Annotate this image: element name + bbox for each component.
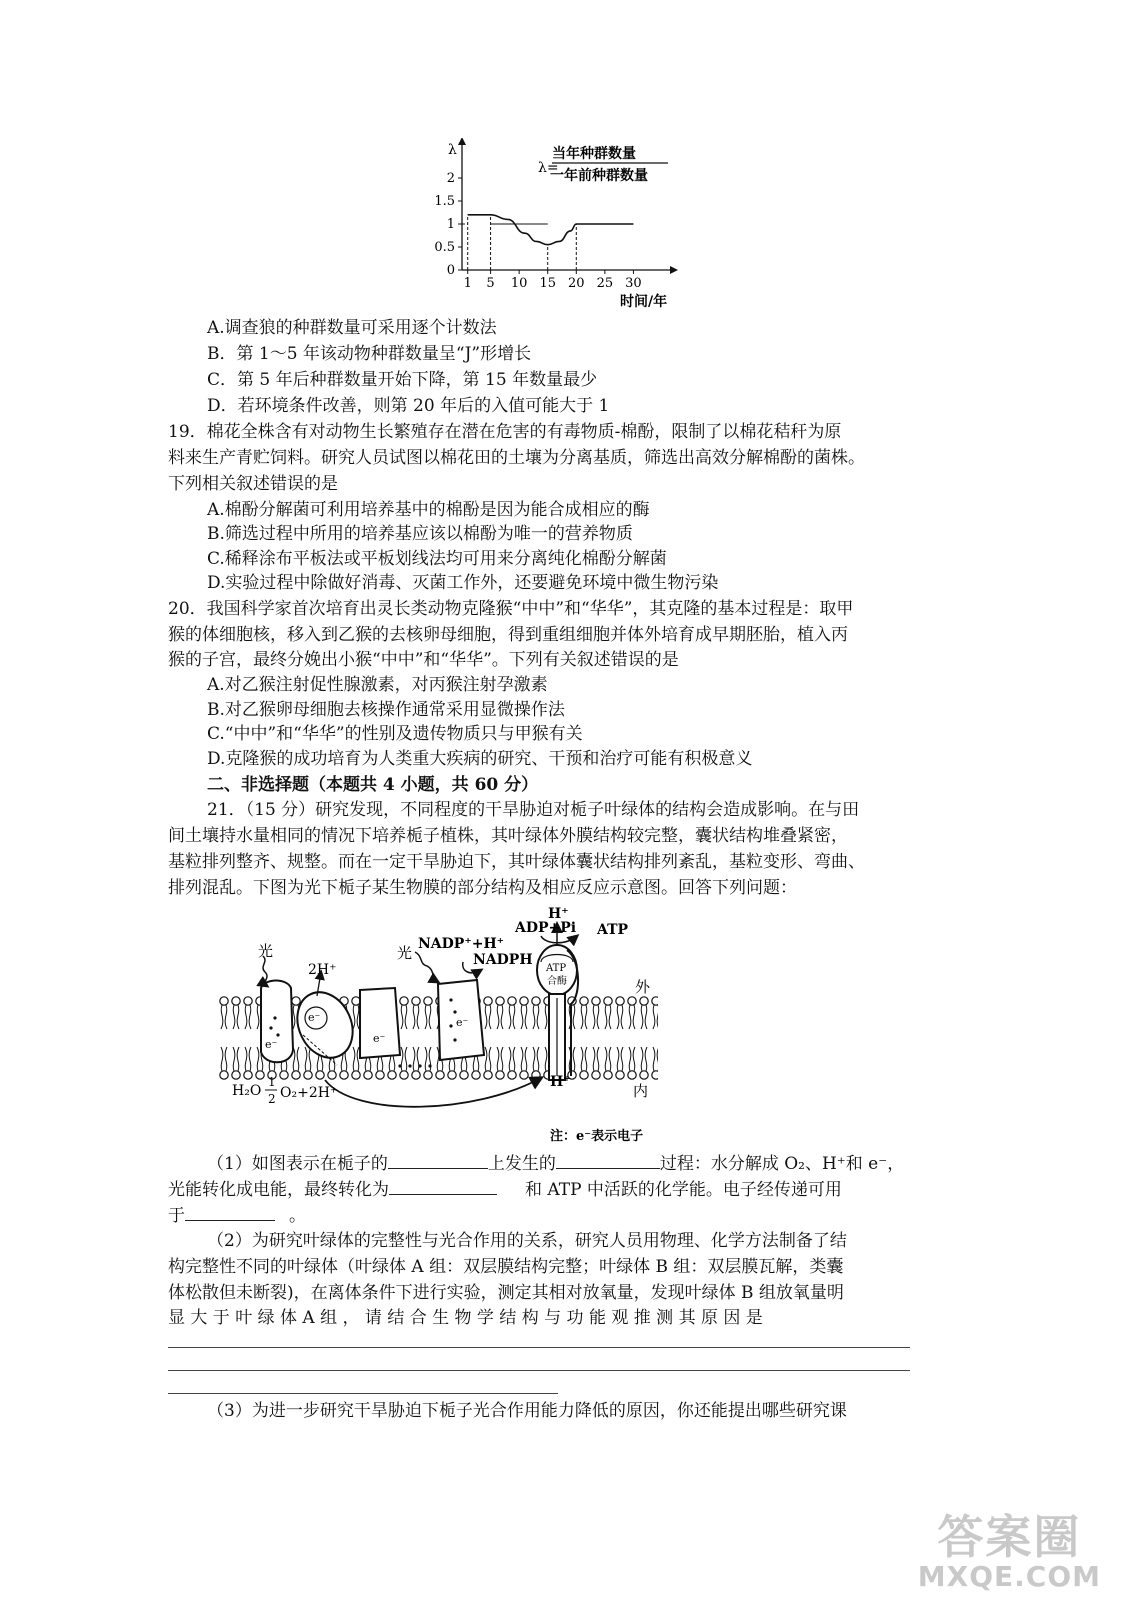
answer-blank[interactable] xyxy=(185,1202,275,1221)
electron-label: e⁻ xyxy=(373,1032,386,1045)
q21-part1-line xyxy=(168,1176,842,1203)
q19-option-a: A.棉酚分解菌可利用培养基中的棉酚是因为能合成相应的酶 xyxy=(207,500,650,520)
light-arrow xyxy=(415,952,438,982)
watermark-title: 答案圈 xyxy=(937,1510,1082,1564)
q19-option-d: D.实验过程中除做好消毒、灭菌工作外，还要避免环境中微生物污染 xyxy=(207,573,719,593)
diagram-note: 注：e⁻表示电子 xyxy=(550,1129,644,1144)
q21-part2-line: 显 大 于 叶 绿 体 A 组 ， 请 结 合 生 物 学 结 构 与 功 能 观 推 测 其 原 因 是 xyxy=(168,1308,763,1328)
q19-option-b: B.筛选过程中所用的培养基应该以棉酚为唯一的营养物质 xyxy=(207,524,633,544)
fraction-den: 2 xyxy=(268,1092,276,1106)
nadp-label: NADP⁺+H⁺ xyxy=(418,936,505,952)
x-tick-label: 20 xyxy=(568,276,585,291)
x-tick-label: 25 xyxy=(596,276,614,291)
adp-label: ADP+Pi xyxy=(515,920,577,936)
q21-p1-text: （1）如图表示在栀子的 xyxy=(207,1154,388,1174)
proton-label: H⁺ xyxy=(550,1074,571,1090)
answer-blank[interactable] xyxy=(556,1150,660,1169)
q21-p1-text: 光能转化成电能，最终转化为 xyxy=(168,1180,389,1200)
y-tick-label: 0.5 xyxy=(434,240,455,255)
y-tick-label: 1.5 xyxy=(434,194,455,209)
q20-option-a: A.对乙猴注射促性腺激素，对丙猴注射孕激素 xyxy=(207,675,548,695)
q21-stem-line: 21．（15 分）研究发现，不同程度的干旱胁迫对栀子叶绿体的结构会造成影响。在与田 xyxy=(207,800,860,820)
electron-label: e⁻ xyxy=(456,1016,469,1029)
q21-p1-text: 。 xyxy=(289,1206,306,1226)
proton-flow-arrow xyxy=(325,1078,541,1107)
x-tick-label: 15 xyxy=(539,276,556,291)
chart-x-label: 时间/年 xyxy=(620,294,668,310)
thylakoid-membrane-diagram xyxy=(205,900,675,1150)
answer-blank[interactable] xyxy=(388,1150,488,1169)
x-axis-arrow xyxy=(670,266,678,274)
q21-part3-line: （3）为进一步研究干旱胁迫下栀子光合作用能力降低的原因，你还能提出哪些研究课 xyxy=(207,1401,847,1421)
proton-label: H⁺ xyxy=(548,906,569,922)
inside-label: 内 xyxy=(633,1082,649,1100)
nadph-label: NADPH xyxy=(473,952,533,968)
q19-option-c: C.稀释涂布平板法或平板划线法均可用来分离纯化棉酚分解菌 xyxy=(207,549,667,569)
q21-part2-line: （2）为研究叶绿体的完整性与光合作用的关系，研究人员用物理、化学方法制备了结 xyxy=(207,1231,847,1251)
oxygen-label: O₂+2H⁺ xyxy=(280,1085,338,1101)
y-tick-label: 2 xyxy=(446,171,455,186)
cytochrome-complex xyxy=(360,988,400,1058)
lambda-chart xyxy=(420,138,690,313)
q20-option-b: B.对乙猴卵母细胞去核操作通常采用显微操作法 xyxy=(207,700,565,720)
q21-p1-text: 上发生的 xyxy=(487,1154,556,1174)
q20-option-c: C.“中中”和“华华”的性别及遗传物质只与甲猴有关 xyxy=(207,724,583,744)
chart-formula-denominator: 一年前种群数量 xyxy=(550,168,648,184)
q18-option-d: D．若环境条件改善，则第 20 年后的入值可能大于 1 xyxy=(207,396,610,416)
electron-label: e⁻ xyxy=(308,1011,321,1024)
q18-option-a: A.调查狼的种群数量可采用逐个计数法 xyxy=(207,318,497,338)
answer-line[interactable] xyxy=(168,1370,910,1371)
q20-stem-line: 20．我国科学家首次培育出灵长类动物克隆猴“中中”和“华华”，其克隆的基本过程是：取甲 xyxy=(168,599,854,619)
lambda-curve xyxy=(468,215,634,245)
q19-stem-line: 料来生产青贮饲料。研究人员试图以棉花田的土壤为分离基质，筛选出高效分解棉酚的菌株。 xyxy=(168,448,865,468)
q18-option-b: B．第 1～5 年该动物种群数量呈“J”形增长 xyxy=(207,344,532,364)
watermark-url: MXQE.COM xyxy=(917,1560,1101,1593)
answer-blank[interactable] xyxy=(389,1176,497,1195)
q21-part2-line: 体松散但未断裂)，在离体条件下进行实验，测定其相对放氧量，发现叶绿体 B 组放氧量明 xyxy=(168,1283,844,1303)
fraction-num: 1 xyxy=(268,1075,276,1089)
q19-stem-line: 19．棉花全株含有对动物生长繁殖存在潜在危害的有毒物质-棉酚，限制了以棉花秸秆为原 xyxy=(168,422,842,442)
x-tick-label: 1 xyxy=(463,276,472,291)
x-tick-label: 5 xyxy=(486,276,495,291)
q20-stem-line: 猴的体细胞核，移入到乙猴的去核卵母细胞，得到重组细胞并体外培育成早期胚胎，植入丙 xyxy=(168,625,848,645)
q20-option-d: D.克隆猴的成功培育为人类重大疾病的研究、干预和治疗可能有积极意义 xyxy=(207,749,753,769)
x-tick-label: 30 xyxy=(625,276,642,291)
q21-p1-text: 过程：水分解成 O₂、H⁺和 e⁻， xyxy=(659,1154,905,1174)
watermark-logo xyxy=(918,1512,1101,1592)
atp-synthase-label: 合酶 xyxy=(547,976,567,987)
y-tick-label: 1 xyxy=(446,217,455,232)
q20-stem-line: 猴的子宫，最终分娩出小猴“中中”和“华华”。下列有关叙述错误的是 xyxy=(168,650,679,670)
q18-option-c: C．第 5 年后种群数量开始下降，第 15 年数量最少 xyxy=(207,370,598,390)
electron-label: e⁻ xyxy=(265,1038,278,1051)
atp-arrow xyxy=(541,936,577,943)
proton-label: 2H⁺ xyxy=(308,962,337,978)
q21-part2-line: 构完整性不同的叶绿体（叶绿体 A 组：双层膜结构完整；叶绿体 B 组：双层膜瓦解，类囊 xyxy=(168,1257,844,1277)
section-heading: 二、非选择题（本题共 4 小题，共 60 分） xyxy=(207,775,539,795)
y-axis-arrow xyxy=(458,138,466,145)
light-label: 光 xyxy=(258,942,274,960)
atp-label: ATP xyxy=(597,922,629,938)
answer-line[interactable] xyxy=(168,1347,910,1348)
q21-stem-line: 排列混乱。下图为光下栀子某生物膜的部分结构及相应反应示意图。回答下列问题： xyxy=(168,878,797,898)
chart-y-label: λ xyxy=(448,142,457,158)
atp-synthase-label: ATP xyxy=(546,963,567,974)
chart-formula-numerator: 当年种群数量 xyxy=(552,146,636,162)
chart-formula-prefix: λ= xyxy=(538,160,559,176)
outside-label: 外 xyxy=(635,978,651,996)
q21-p1-text: 和 ATP 中活跃的化学能。电子经传递可用 xyxy=(525,1180,842,1200)
light-label: 光 xyxy=(397,944,413,962)
q21-p1-text: 于 xyxy=(168,1206,185,1226)
q21-part1-line xyxy=(207,1150,904,1177)
q21-part1-line xyxy=(168,1202,306,1229)
answer-line[interactable] xyxy=(168,1393,558,1394)
water-label: H₂O xyxy=(232,1083,262,1099)
q21-stem-line: 间土壤持水量相同的情况下培养栀子植株，其叶绿体外膜结构较完整，囊状结构堆叠紧密， xyxy=(168,826,848,846)
y-tick-label: 0 xyxy=(446,263,455,278)
q21-stem-line: 基粒排列整齐、规整。而在一定干旱胁迫下，其叶绿体囊状结构排列紊乱，基粒变形、弯曲、 xyxy=(168,852,865,872)
q19-stem-line: 下列相关叙述错误的是 xyxy=(168,474,338,494)
x-tick-label: 10 xyxy=(510,276,528,291)
